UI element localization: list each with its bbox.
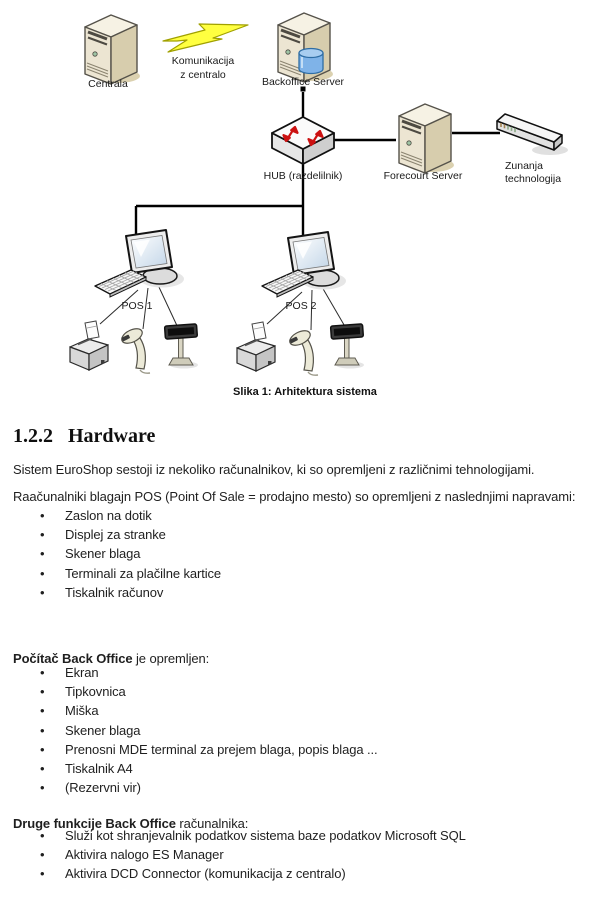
lightning-bolt-icon: [163, 24, 248, 52]
list-item: • Ekran: [65, 663, 605, 682]
komunikacija-label-line1: Komunikacija: [171, 55, 235, 67]
pos1-printer-icon: [70, 321, 108, 370]
pos2-keyboard-icon: [262, 270, 313, 297]
list-item: • Aktivira nalogo ES Manager: [65, 845, 605, 864]
centrala-label: Centrala: [88, 78, 128, 90]
zunanja-label-line1: Zunanja: [505, 160, 543, 172]
section-number: 1.2.2: [13, 425, 53, 447]
paragraph-intro: Sistem EuroShop sestoji iz nekoliko računalnikov, ki so opremljeni z različnimi tehnologijami.: [13, 462, 535, 477]
backoffice-subheading-rest: je opremljen:: [132, 651, 210, 666]
section-title: Hardware: [68, 425, 156, 447]
list-item: • Služi kot shranjevalnik podatkov sistema baze podatkov Microsoft SQL: [65, 826, 605, 845]
list-item: • Skener blaga: [65, 544, 605, 563]
functions-subheading-bold: Druge funkcije Back Office: [13, 816, 176, 831]
list-item: • Tiskalnik A4: [65, 759, 605, 778]
pos1-scanner-icon: [119, 326, 150, 373]
backoffice-equipment-list: [0, 663, 605, 797]
list-item: • Displej za stranke: [65, 525, 605, 544]
pos1-customer-display-icon: [165, 324, 198, 369]
hub-label: HUB (razdelilnik): [263, 170, 343, 182]
list-item: • Tipkovnica: [65, 682, 605, 701]
forecourt-label: Forecourt Server: [383, 170, 463, 182]
pos2-scanner-icon: [287, 328, 318, 375]
list-item: • Tiskalnik računov: [65, 583, 605, 602]
paragraph-pos-intro: Raačunalniki blagajn POS (Point Of Sale = prodajno mesto) so opremljeni z naslednjimi napravami:: [13, 489, 576, 504]
figure-caption: Slika 1: Arhitektura sistema: [233, 386, 377, 398]
forecourt-server-icon: [399, 104, 454, 173]
database-icon: [299, 49, 323, 74]
list-item: • Aktivira DCD Connector (komunikacija z centralo): [65, 864, 605, 883]
list-item: • (Rezervni vir): [65, 778, 605, 797]
list-item: • Prenosni MDE terminal za prejem blaga, popis blaga ...: [65, 740, 605, 759]
list-item: • Terminali za plačilne kartice: [65, 564, 605, 583]
hub-icon: [272, 117, 334, 164]
external-technology-icon: [497, 114, 568, 155]
functions-subheading-rest: računalnika:: [175, 816, 249, 831]
zunanja-label-line2: technologija: [505, 173, 562, 185]
list-item: • Zaslon na dotik: [65, 506, 605, 525]
backoffice-label: Backoffice Server: [261, 76, 345, 88]
backoffice-subheading-bold: Počítač Back Office: [13, 651, 133, 666]
komunikacija-label-line2: z centralo: [180, 69, 226, 81]
pos2-printer-icon: [237, 322, 275, 371]
pos1-label: POS 1: [121, 300, 153, 312]
pos-equipment-list: [0, 506, 605, 602]
backoffice-functions-list: [0, 826, 605, 884]
pos2-customer-display-icon: [331, 324, 364, 369]
pos1-keyboard-icon: [95, 270, 146, 297]
section-heading: [13, 425, 155, 448]
centrala-server-icon: [85, 15, 140, 84]
list-item: • Miška: [65, 701, 605, 720]
list-item: • Skener blaga: [65, 721, 605, 740]
pos2-label: POS 2: [285, 300, 317, 312]
architecture-diagram: [0, 0, 610, 384]
